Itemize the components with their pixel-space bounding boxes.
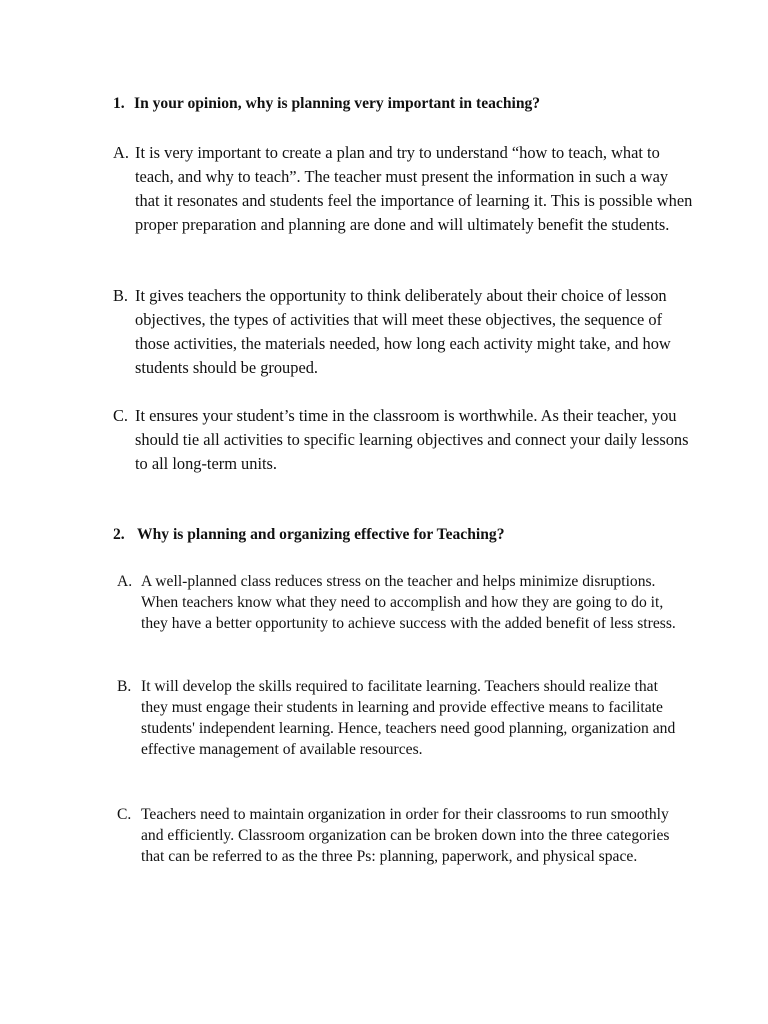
answer-2c	[117, 804, 677, 867]
question-number: 1.	[113, 95, 125, 112]
answer-label: B.	[117, 678, 132, 695]
question-2-heading	[113, 525, 505, 545]
answer-1b	[113, 284, 693, 380]
answer-text: It is very important to create a plan and try to understand “how to teach, what to teach, and why to teach”. The teacher must present the information in such a way that it resonates and students feel the importance of learning it. This is possible when proper preparation and planning are done and will ultimately benefit the students.	[135, 143, 693, 234]
answer-label: B.	[113, 286, 129, 305]
answer-1a	[113, 141, 693, 237]
answer-label: C.	[117, 806, 132, 823]
question-1-heading	[113, 94, 540, 114]
question-text: Why is planning and organizing effective for Teaching?	[137, 526, 505, 543]
answer-2b	[117, 676, 677, 760]
answer-1c	[113, 404, 693, 476]
answer-text: A well-planned class reduces stress on the teacher and helps minimize disruptions. When teachers know what they need to accomplish and how they are going to do it, they have a better opportunity to achieve success with the added benefit of less stress.	[141, 573, 676, 632]
question-number: 2.	[113, 526, 125, 543]
answer-label: C.	[113, 406, 129, 425]
answer-label: A.	[113, 143, 129, 162]
answer-text: It gives teachers the opportunity to think deliberately about their choice of lesson objectives, the types of activities that will meet these objectives, the sequence of those activities, the materials needed, how long each activity might take, and how students should be grouped.	[135, 286, 671, 377]
answer-text: It ensures your student’s time in the classroom is worthwhile. As their teacher, you should tie all activities to specific learning objectives and connect your daily lessons to all long-term units.	[135, 406, 689, 473]
answer-label: A.	[117, 573, 133, 590]
question-text: In your opinion, why is planning very important in teaching?	[134, 95, 541, 112]
answer-text: Teachers need to maintain organization in order for their classrooms to run smoothly and efficiently. Classroom organization can be broken down into the three categories that can be referred to as the three Ps: planning, paperwork, and physical space.	[141, 806, 670, 865]
answer-text: It will develop the skills required to facilitate learning. Teachers should realize that they must engage their students in learning and provide effective means to facilitate students' independent learning. Hence, teachers need good planning, organization and effective management of available resources.	[141, 678, 676, 758]
answer-2a	[117, 571, 677, 634]
